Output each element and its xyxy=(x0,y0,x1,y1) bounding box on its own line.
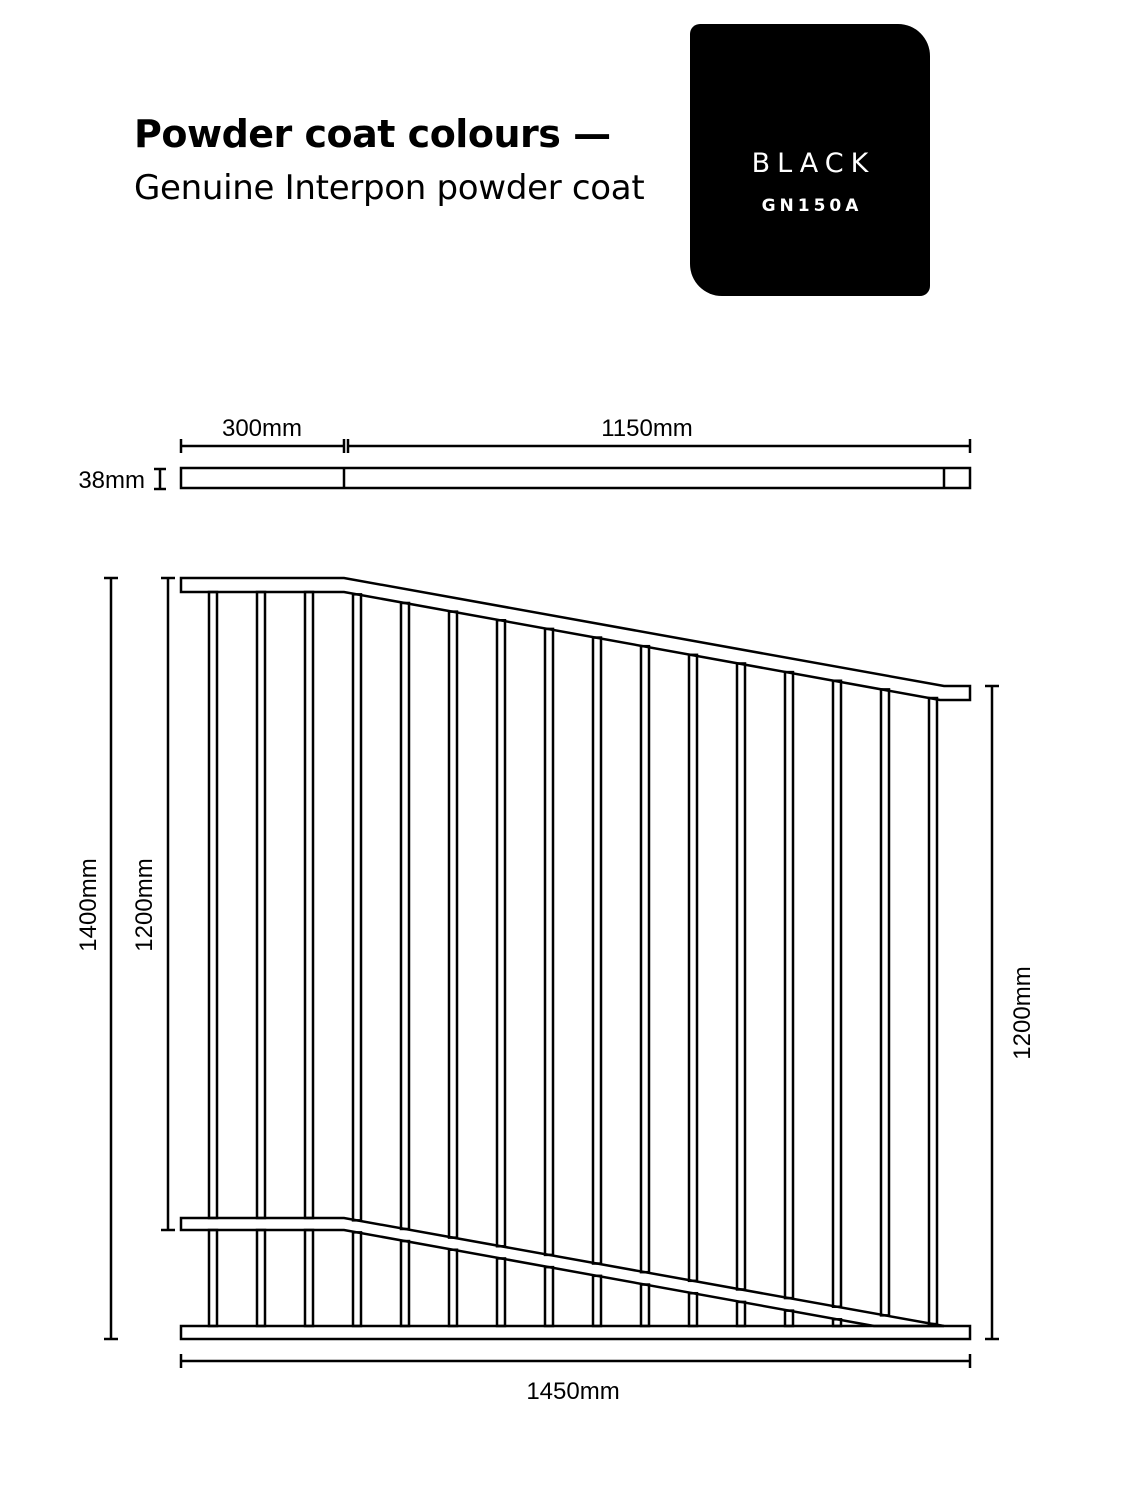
thickness-marker xyxy=(154,469,166,489)
dim-label-38: 38mm xyxy=(78,467,145,494)
swatch-colour-code: GN150A xyxy=(761,196,863,216)
dim-label-1450: 1450mm xyxy=(526,1378,620,1405)
picket-9 xyxy=(593,638,601,1264)
picket-3 xyxy=(305,592,313,1218)
swatch-colour-name: BLACK xyxy=(751,148,876,179)
dim-label-1200-left: 1200mm xyxy=(131,858,158,952)
picket-14-lower xyxy=(833,1319,841,1326)
picket-11-lower xyxy=(689,1293,697,1326)
picket-13 xyxy=(785,672,793,1298)
picket-2-lower xyxy=(257,1230,265,1326)
picket-12 xyxy=(737,663,745,1289)
bottom-width-line xyxy=(181,1354,970,1368)
picket-6 xyxy=(449,612,457,1238)
picket-8-lower xyxy=(545,1267,553,1326)
picket-2 xyxy=(257,592,265,1218)
left-total-height-line xyxy=(104,578,118,1339)
page-subtitle: Genuine Interpon powder coat xyxy=(134,168,645,208)
picket-5 xyxy=(401,603,409,1229)
page-title: Powder coat colours — xyxy=(134,112,611,156)
picket-8 xyxy=(545,629,553,1255)
right-panel-height-line xyxy=(985,686,999,1339)
picket-7 xyxy=(497,620,505,1246)
dim-label-300: 300mm xyxy=(221,415,303,442)
picket-4-lower xyxy=(353,1232,361,1326)
picket-15 xyxy=(881,689,889,1315)
pickets xyxy=(209,592,937,1326)
picket-1 xyxy=(209,592,217,1218)
dim-label-1150: 1150mm xyxy=(601,415,693,442)
picket-13-lower xyxy=(785,1311,793,1326)
dim-label-1200-right: 1200mm xyxy=(1009,966,1036,1060)
picket-4 xyxy=(353,594,361,1220)
left-panel-height-line xyxy=(161,578,175,1230)
top-view-rail xyxy=(181,468,970,488)
picket-10-lower xyxy=(641,1285,649,1326)
picket-5-lower xyxy=(401,1241,409,1326)
top-rail xyxy=(181,578,970,700)
picket-16 xyxy=(929,698,937,1324)
lower-rail xyxy=(181,1218,944,1326)
picket-10 xyxy=(641,646,649,1272)
picket-11 xyxy=(689,655,697,1281)
bottom-rail xyxy=(181,1326,970,1339)
picket-7-lower xyxy=(497,1258,505,1326)
picket-6-lower xyxy=(449,1250,457,1326)
picket-3-lower xyxy=(305,1230,313,1326)
dim-label-1400: 1400mm xyxy=(75,858,102,952)
picket-12-lower xyxy=(737,1302,745,1326)
picket-9-lower xyxy=(593,1276,601,1326)
picket-14 xyxy=(833,681,841,1307)
picket-1-lower xyxy=(209,1230,217,1326)
